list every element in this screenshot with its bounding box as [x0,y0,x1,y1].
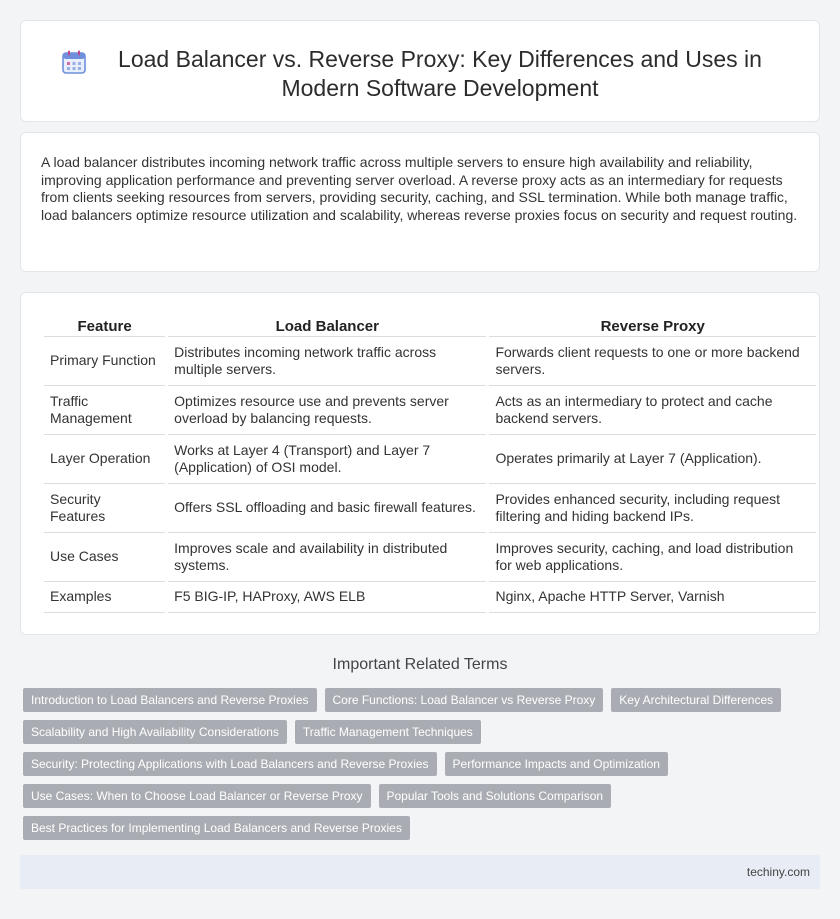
table-row [44,582,816,613]
tag-row [23,720,823,744]
related-term-tag[interactable]: Best Practices for Implementing Load Balancers and Reverse Proxies [23,816,410,840]
header-reverse-proxy: Reverse Proxy [489,315,816,337]
feature-cell: Traffic Management [44,386,165,435]
load-balancer-cell: F5 BIG-IP, HAProxy, AWS ELB [168,582,486,613]
page-title: Load Balancer vs. Reverse Proxy: Key Differences and Uses in Modern Software Development [118,46,762,101]
related-terms-tags [23,688,823,848]
intro-paragraph: A load balancer distributes incoming network traffic across multiple servers to ensure high availability and reliability, improving application performance and preventing server overload. A reverse proxy acts as an intermediary for requests from clients seeking resources from servers, providing security, caching, and SSL termination. While both manage traffic, load balancers optimize resource utilization and scalability, whereas reverse proxies focus on security and request routing. [41,154,798,223]
feature-cell: Examples [44,582,165,613]
load-balancer-cell: Works at Layer 4 (Transport) and Layer 7 (Application) of OSI model. [168,435,486,484]
footer [20,855,820,889]
header-load-balancer: Load Balancer [168,315,486,337]
table-row [44,386,816,435]
related-term-tag[interactable]: Scalability and High Availability Considerations [23,720,287,744]
table-header-row [44,315,816,337]
intro-card [20,132,820,272]
load-balancer-cell: Offers SSL offloading and basic firewall features. [168,484,486,533]
related-term-tag[interactable]: Performance Impacts and Optimization [445,752,668,776]
title-wrap [21,21,819,103]
load-balancer-cell: Optimizes resource use and prevents server overload by balancing requests. [168,386,486,435]
footer-site-link[interactable]: techiny.com [746,865,810,879]
reverse-proxy-cell: Provides enhanced security, including request filtering and hiding backend IPs. [489,484,816,533]
comparison-table [41,315,819,613]
calendar-icon [61,49,87,75]
related-term-tag[interactable]: Use Cases: When to Choose Load Balancer or Reverse Proxy [23,784,371,808]
feature-cell: Primary Function [44,337,165,386]
related-term-tag[interactable]: Core Functions: Load Balancer vs Reverse Proxy [325,688,604,712]
related-term-tag[interactable]: Traffic Management Techniques [295,720,481,744]
related-term-tag[interactable]: Key Architectural Differences [611,688,781,712]
feature-cell: Layer Operation [44,435,165,484]
reverse-proxy-cell: Acts as an intermediary to protect and cache backend servers. [489,386,816,435]
load-balancer-cell: Distributes incoming network traffic across multiple servers. [168,337,486,386]
table-row [44,435,816,484]
table-row [44,484,816,533]
reverse-proxy-cell: Improves security, caching, and load distribution for web applications. [489,533,816,582]
reverse-proxy-cell: Nginx, Apache HTTP Server, Varnish [489,582,816,613]
table-row [44,533,816,582]
comparison-table-card [20,292,820,635]
related-term-tag[interactable]: Popular Tools and Solutions Comparison [379,784,612,808]
tag-row [23,752,823,776]
tag-row [23,688,823,712]
load-balancer-cell: Improves scale and availability in distributed systems. [168,533,486,582]
header-feature: Feature [44,315,165,337]
title-card [20,20,820,122]
reverse-proxy-cell: Forwards client requests to one or more backend servers. [489,337,816,386]
reverse-proxy-cell: Operates primarily at Layer 7 (Application). [489,435,816,484]
related-terms-heading: Important Related Terms [332,656,508,673]
related-term-tag[interactable]: Security: Protecting Applications with Load Balancers and Reverse Proxies [23,752,437,776]
tag-row [23,816,823,840]
feature-cell: Use Cases [44,533,165,582]
feature-cell: Security Features [44,484,165,533]
table-row [44,337,816,386]
related-term-tag[interactable]: Introduction to Load Balancers and Reverse Proxies [23,688,317,712]
tag-row [23,784,823,808]
